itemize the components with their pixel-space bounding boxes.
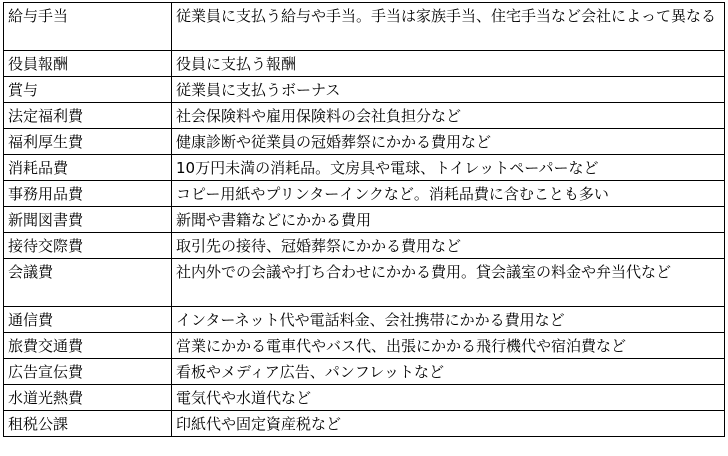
table-row <box>4 307 725 333</box>
description-cell: 印紙代や固定資産税など <box>172 411 725 437</box>
description-cell: 社内外での会議や打ち合わせにかかる費用。貸会議室の料金や弁当代など <box>172 259 725 307</box>
table-row <box>4 233 725 259</box>
item-cell: 会議費 <box>4 259 172 307</box>
table-row <box>4 181 725 207</box>
table-row <box>4 3 725 51</box>
table-row <box>4 51 725 77</box>
table-row <box>4 207 725 233</box>
description-cell: 電気代や水道代など <box>172 385 725 411</box>
item-cell: 水道光熱費 <box>4 385 172 411</box>
description-cell: 取引先の接待、冠婚葬祭にかかる費用など <box>172 233 725 259</box>
table-row <box>4 359 725 385</box>
description-cell: 従業員に支払う給与や手当。手当は家族手当、住宅手当など会社によって異なる <box>172 3 725 51</box>
item-cell: 旅費交通費 <box>4 333 172 359</box>
description-cell: 10万円未満の消耗品。文房具や電球、トイレットペーパーなど <box>172 155 725 181</box>
item-cell: 法定福利費 <box>4 103 172 129</box>
description-cell: 営業にかかる電車代やバス代、出張にかかる飛行機代や宿泊費など <box>172 333 725 359</box>
expense-table <box>3 2 725 437</box>
description-cell: 健康診断や従業員の冠婚葬祭にかかる費用など <box>172 129 725 155</box>
table-row <box>4 411 725 437</box>
item-cell: 租税公課 <box>4 411 172 437</box>
table-row <box>4 129 725 155</box>
item-cell: 広告宣伝費 <box>4 359 172 385</box>
table-row <box>4 77 725 103</box>
table-row <box>4 333 725 359</box>
table-row <box>4 103 725 129</box>
description-cell: 新聞や書籍などにかかる費用 <box>172 207 725 233</box>
item-cell: 通信費 <box>4 307 172 333</box>
item-cell: 事務用品費 <box>4 181 172 207</box>
item-cell: 接待交際費 <box>4 233 172 259</box>
description-cell: 役員に支払う報酬 <box>172 51 725 77</box>
table-row <box>4 385 725 411</box>
item-cell: 新聞図書費 <box>4 207 172 233</box>
item-cell: 役員報酬 <box>4 51 172 77</box>
item-cell: 福利厚生費 <box>4 129 172 155</box>
item-cell: 給与手当 <box>4 3 172 51</box>
description-cell: 従業員に支払うボーナス <box>172 77 725 103</box>
item-cell: 消耗品費 <box>4 155 172 181</box>
description-cell: インターネット代や電話料金、会社携帯にかかる費用など <box>172 307 725 333</box>
description-cell: コピー用紙やプリンターインクなど。消耗品費に含むことも多い <box>172 181 725 207</box>
description-cell: 社会保険料や雇用保険料の会社負担分など <box>172 103 725 129</box>
description-cell: 看板やメディア広告、パンフレットなど <box>172 359 725 385</box>
table-row <box>4 259 725 307</box>
table-row <box>4 155 725 181</box>
item-cell: 賞与 <box>4 77 172 103</box>
